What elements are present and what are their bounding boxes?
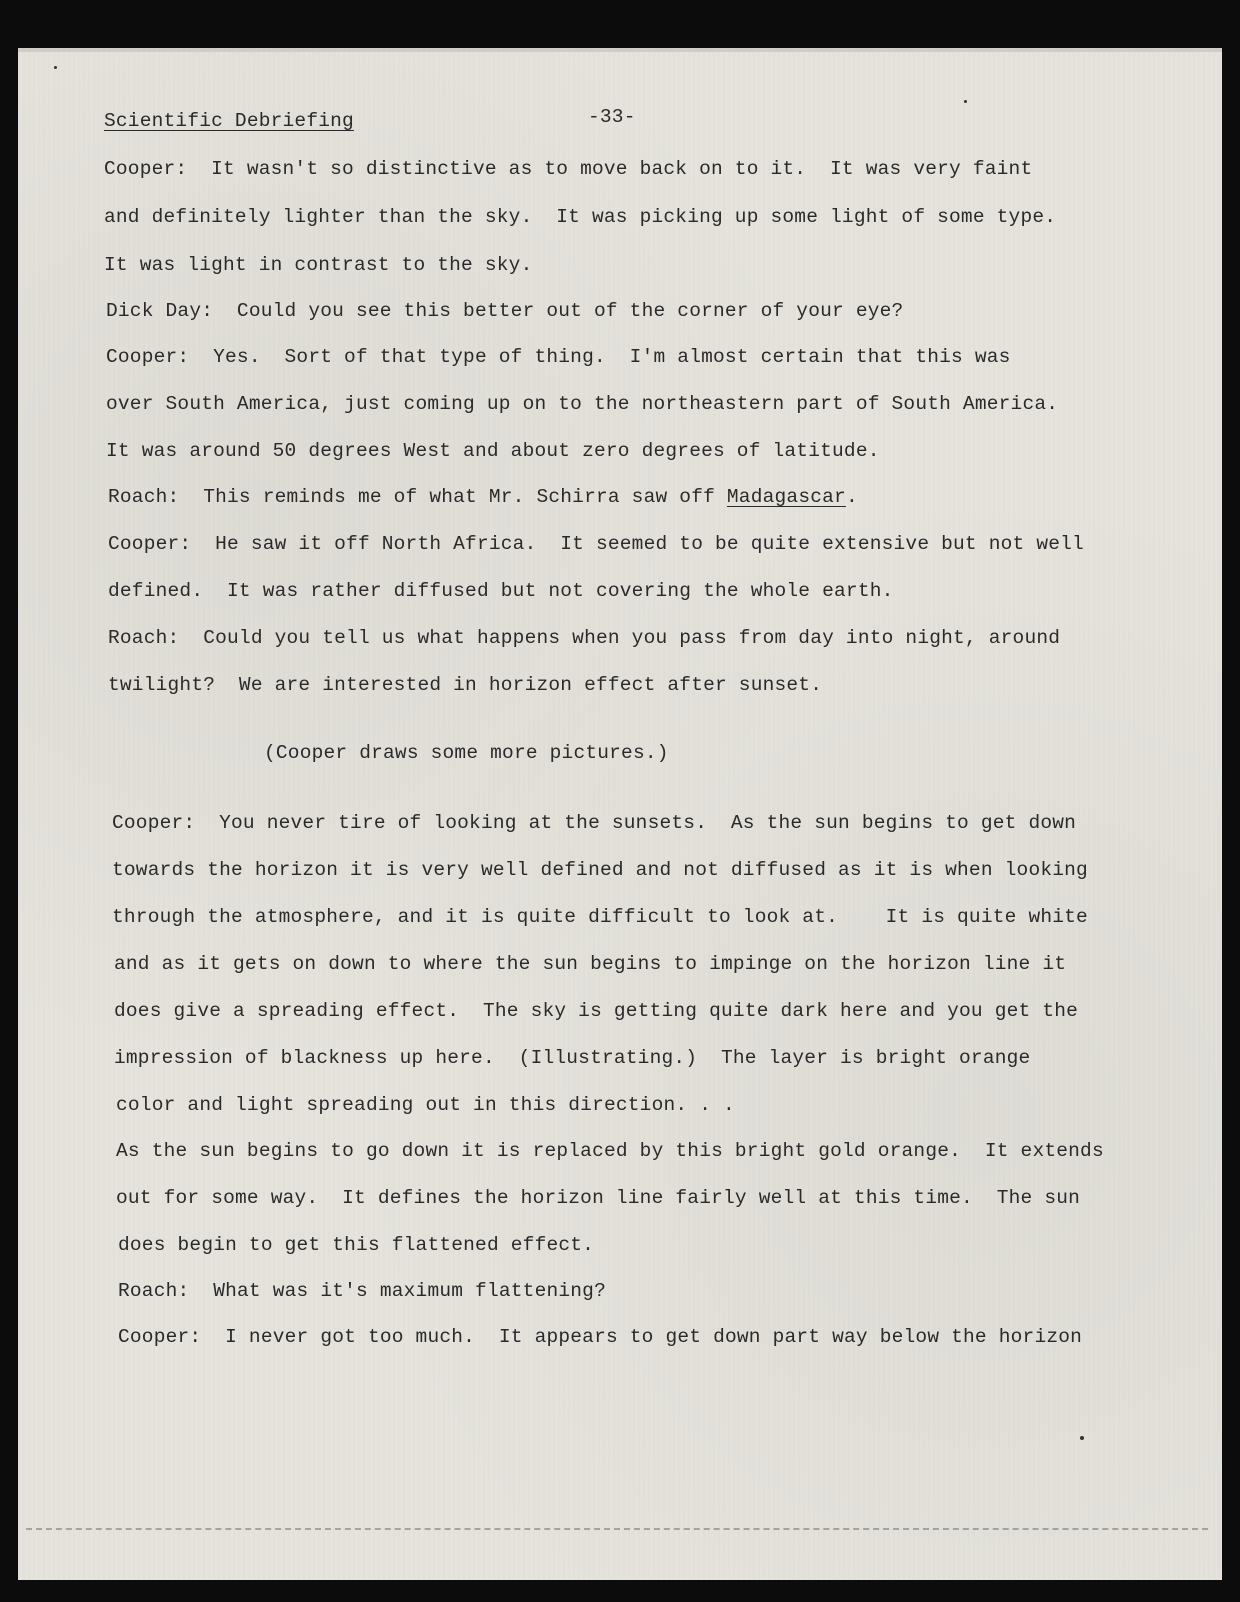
document-page	[18, 48, 1222, 1580]
underlined-place-name: Madagascar	[726, 486, 846, 508]
text-line: Roach: Could you tell us what happens when you pass from day into night, around	[108, 627, 1061, 649]
typed-text-body	[18, 48, 1222, 1580]
text-line: Roach: What was it's maximum flattening?	[118, 1280, 606, 1302]
text-line: Cooper: Yes. Sort of that type of thing. I'm almost certain that this was	[106, 346, 1011, 368]
text-line: Cooper: You never tire of looking at the sunsets. As the sun begins to get down	[112, 812, 1077, 834]
text-line: and as it gets on down to where the sun begins to impinge on the horizon line it	[114, 953, 1067, 975]
text-line: defined. It was rather diffused but not covering the whole earth.	[108, 580, 894, 602]
ink-speck	[54, 66, 57, 69]
text-line: Cooper: I never got too much. It appears to get down part way below the horizon	[118, 1326, 1083, 1348]
document-title: Scientific Debriefing	[104, 110, 354, 132]
text-line: Cooper: It wasn't so distinctive as to move back on to it. It was very faint	[104, 158, 1033, 180]
text-line: over South America, just coming up on to the northeastern part of South America.	[106, 393, 1059, 415]
text-line: out for some way. It defines the horizon line fairly well at this time. The sun	[116, 1187, 1081, 1209]
text-line: impression of blackness up here. (Illustrating.) The layer is bright orange	[114, 1047, 1031, 1069]
text-line: Cooper: He saw it off North Africa. It seemed to be quite extensive but not well	[108, 533, 1084, 555]
ink-speck	[1080, 1436, 1084, 1440]
text-line: towards the horizon it is very well defined and not diffused as it is when looking	[112, 859, 1088, 881]
text-line-start: Roach: This reminds me of what Mr. Schirra saw off	[108, 486, 727, 508]
text-line: does begin to get this flattened effect.	[118, 1234, 595, 1256]
bottom-dashed-rule	[26, 1528, 1208, 1530]
stage-direction: (Cooper draws some more pictures.)	[264, 742, 669, 764]
ink-speck	[964, 100, 967, 103]
text-line: twilight? We are interested in horizon effect after sunset.	[108, 674, 823, 696]
text-line: It was light in contrast to the sky.	[104, 254, 533, 276]
text-line: It was around 50 degrees West and about zero degrees of latitude.	[106, 440, 880, 462]
text-line: and definitely lighter than the sky. It was picking up some light of some type.	[104, 206, 1057, 228]
text-line: does give a spreading effect. The sky is getting quite dark here and you get the	[114, 1000, 1079, 1022]
text-line: As the sun begins to go down it is replaced by this bright gold orange. It extends	[116, 1140, 1104, 1162]
text-line: Dick Day: Could you see this better out of the corner of your eye?	[106, 300, 904, 322]
page-number: -33-	[588, 106, 636, 128]
text-line: through the atmosphere, and it is quite difficult to look at. It is quite white	[112, 906, 1088, 928]
text-line	[108, 486, 858, 508]
text-line: color and light spreading out in this direction. . .	[116, 1094, 735, 1116]
text-line-end: .	[845, 486, 858, 508]
